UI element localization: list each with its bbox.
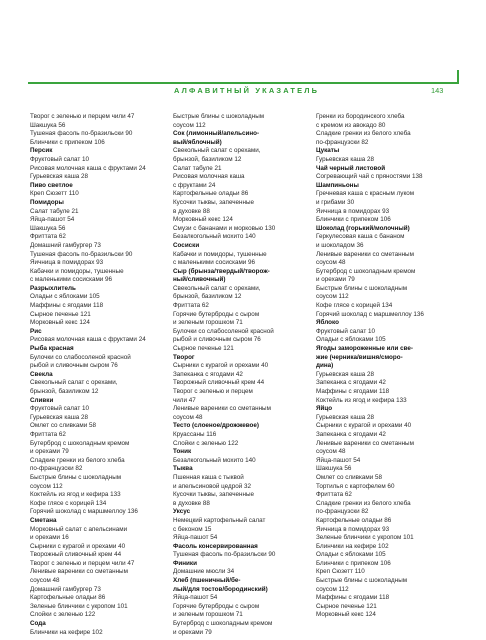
- index-entry: и апельсиновой цедрой 32: [173, 482, 251, 490]
- index-entry: Кабачки и помидоры, тушенные: [173, 250, 267, 258]
- index-entry: Тушеная фасоль по-бразильски 90: [173, 551, 276, 559]
- index-entry: с кремом из авокадо 80: [316, 121, 386, 129]
- index-entry: и грибами 30: [316, 198, 355, 206]
- index-entry: по-французски 82: [316, 138, 369, 146]
- index-entry: Оладьи с яблоками 105: [316, 551, 386, 559]
- index-entry: Блинчики с припеком 106: [30, 138, 105, 146]
- index-entry: Кабачки и помидоры, тушенные: [30, 267, 124, 275]
- index-entry: Быстрые блины с шоколадным: [316, 284, 408, 292]
- index-heading: Пиво светлое: [30, 181, 73, 189]
- index-entry: и орехами 79: [30, 448, 69, 456]
- index-entry: Безалкогольный мохито 140: [173, 233, 256, 241]
- index-entry: Творожный сливочный крем 44: [30, 551, 122, 559]
- index-entry: Фриттата 62: [30, 430, 66, 438]
- index-heading: Сметана: [30, 516, 57, 524]
- index-entry: Домашний гамбургер 73: [30, 241, 101, 249]
- index-column-1: [30, 113, 166, 637]
- index-entry: соусом 112: [316, 585, 349, 593]
- index-entry: Яйца-пашот 54: [173, 534, 218, 542]
- index-entry: Ленивые вареники со сметанным: [173, 405, 271, 413]
- index-entry: Геркулесовая каша с бананом: [316, 233, 405, 241]
- index-entry: Блинчики с припеком 106: [316, 216, 391, 224]
- index-entry: Морковный кекс 124: [173, 216, 233, 224]
- header-rule: [28, 82, 459, 84]
- index-entry: Бутерброд с шоколадным кремом: [30, 439, 130, 447]
- index-entry: Шакшука 56: [30, 224, 66, 232]
- index-entry: Горячий шоколад с маршмеллоу 136: [316, 310, 424, 318]
- index-heading: Уксус: [173, 508, 191, 516]
- index-heading: Персик: [30, 147, 53, 155]
- index-entry: соусом 48: [316, 259, 346, 267]
- index-entry: Яичница в помидорах 93: [30, 259, 104, 267]
- index-entry: Ленивые вареники со сметанным: [30, 568, 128, 576]
- index-entry: и орехами 79: [173, 628, 212, 636]
- index-entry: Быстрые блины с шоколадным: [30, 473, 122, 481]
- index-entry: соусом 48: [30, 577, 60, 585]
- index-entry: с маленькими сосисками 96: [173, 259, 256, 267]
- index-entry: Безалкогольный мохито 140: [173, 456, 256, 464]
- index-heading: Хлеб (пшеничный/бе-: [173, 577, 241, 585]
- index-entry: Ленивые вареники со сметанным: [316, 250, 414, 258]
- index-entry: Маффины с ягодами 118: [316, 594, 390, 602]
- index-entry: Оладьи с яблоками 105: [316, 336, 386, 344]
- index-heading: Помидоры: [30, 198, 64, 206]
- index-entry: рыбой и сливочным сыром 76: [30, 362, 118, 370]
- index-entry: Картофельные оладьи 86: [30, 594, 106, 602]
- index-entry: Блинчики с припеком 106: [316, 559, 391, 567]
- index-entry: с маленькими сосисками 96: [30, 276, 113, 284]
- index-heading: Финики: [173, 559, 197, 567]
- index-entry: Морковный кекс 124: [316, 611, 376, 619]
- index-entry: Тушеная фасоль по-бразильски 90: [30, 130, 133, 138]
- index-entry: Картофельные оладьи 86: [316, 516, 392, 524]
- index-entry: Гренки из бородинского хлеба: [316, 113, 405, 120]
- index-entry: Яичница в помидорах 93: [316, 207, 390, 215]
- index-entry: Сырники с курагой и орехами 40: [30, 542, 126, 550]
- index-heading: Ягоды замороженные или све-: [316, 345, 414, 353]
- index-entry: Гурьевская каша 28: [30, 413, 89, 421]
- index-entry: соусом 112: [173, 121, 206, 129]
- index-entry: Яичница в помидорах 93: [316, 525, 390, 533]
- index-heading: Яйцо: [316, 405, 333, 413]
- index-entry: Кусочки тыквы, запеченные: [173, 491, 255, 499]
- index-entry: Блинчики на кефире 102: [30, 628, 103, 636]
- index-entry: Кофе глясе с корицей 134: [316, 302, 393, 310]
- index-entry: Домашние мюсли 34: [173, 568, 235, 576]
- index-entry: рыбой и сливочным сыром 76: [173, 336, 261, 344]
- index-entry: и зеленым горошком 71: [173, 319, 243, 327]
- index-entry: по-французски 82: [30, 465, 83, 473]
- index-entry: Фруктовый салат 10: [30, 405, 89, 413]
- index-heading: Чай черный листовой: [316, 164, 386, 172]
- index-entry: Фруктовый салат 10: [30, 155, 89, 163]
- index-entry: Запеканка с ягодами 42: [316, 379, 386, 387]
- index-heading: Рыба красная: [30, 345, 74, 353]
- index-heading: лый/для тостов/бородинский): [173, 585, 268, 593]
- index-heading: Шампиньоны: [316, 181, 359, 189]
- index-entry: Оладьи с яблоками 105: [30, 293, 100, 301]
- index-entry: с беконом 15: [173, 525, 212, 533]
- index-heading: Сода: [30, 620, 46, 628]
- index-entry: Салат табуле 21: [30, 207, 79, 215]
- index-entry: Булочки со слабосоленой красной: [173, 327, 274, 335]
- index-heading: Тоник: [173, 448, 192, 456]
- index-heading: ный/сливочный): [173, 276, 226, 284]
- index-heading: Фасоль консервированная: [173, 542, 258, 550]
- index-entry: Быстрые блины с шоколадным: [316, 577, 408, 585]
- index-entry: Круассаны 116: [173, 430, 217, 438]
- page-title: АЛФАВИТНЫЙ УКАЗАТЕЛЬ: [174, 86, 320, 95]
- index-entry: Сырное печенье 121: [316, 602, 377, 610]
- index-entry: Креп Сюзетт 110: [316, 568, 365, 576]
- index-heading: Сосиски: [173, 241, 200, 249]
- index-entry: Гурьевская каша 28: [316, 413, 375, 421]
- index-entry: Гурьевская каша 28: [30, 173, 89, 181]
- index-entry: Рисовая молочная каша с фруктами 24: [30, 164, 146, 172]
- index-entry: Горячие бутерброды с сыром: [173, 602, 260, 610]
- index-entry: Фруктовый салат 10: [316, 327, 375, 335]
- index-entry: и орехами 79: [316, 276, 355, 284]
- index-entry: брынзой, базиликом 12: [30, 388, 99, 395]
- index-entry: Фриттата 62: [173, 302, 209, 310]
- index-entry: Слойки с зеленью 122: [30, 611, 96, 619]
- index-entry: Свекольный салат с орехами,: [173, 147, 261, 155]
- index-heading: Цукаты: [316, 147, 340, 155]
- index-entry: Фриттата 62: [316, 491, 352, 499]
- index-entry: Морковный кекс 124: [30, 319, 90, 327]
- index-entry: соусом 112: [30, 482, 63, 490]
- page-number: 143: [431, 86, 444, 95]
- index-heading: Сок (лимонный/апельсино-: [173, 130, 260, 138]
- index-entry: Сырное печенье 121: [30, 310, 91, 318]
- index-entry: Кофе глясе с корицей 134: [30, 499, 107, 507]
- index-entry: Сладкие гренки из белого хлеба: [316, 130, 411, 138]
- index-column-3: [316, 113, 456, 620]
- index-entry: Немецкий картофельный салат: [173, 516, 266, 524]
- index-entry: Запеканка с ягодами 42: [316, 430, 386, 438]
- index-heading: Сыр (брынза/твердый/творож-: [173, 267, 270, 275]
- index-heading: Тесто (слоеное/дрожжевое): [173, 422, 260, 430]
- index-entry: в духовке 88: [173, 499, 210, 507]
- index-entry: Гречневая каша с красным луком: [316, 190, 415, 198]
- index-entry: Творог с зеленью и перцем чили 47: [30, 559, 135, 567]
- index-entry: Горячий шоколад с маршмеллоу 136: [30, 508, 138, 516]
- index-entry: соусом 48: [316, 448, 346, 456]
- index-entry: и шоколадом 36: [316, 241, 364, 249]
- index-entry: Сырники с курагой и орехами 40: [173, 362, 269, 370]
- index-entry: Коктейль из ягод и кефира 133: [316, 396, 407, 404]
- index-entry: Маффины с ягодами 118: [316, 388, 390, 395]
- index-entry: и зеленым горошком 71: [173, 611, 243, 619]
- index-entry: Фриттата 62: [30, 233, 66, 241]
- index-entry: Коктейль из ягод и кефира 133: [30, 491, 121, 499]
- index-entry: Морковный салат с апельсинами: [30, 525, 128, 533]
- index-entry: Картофельные оладьи 86: [173, 190, 249, 198]
- index-entry: в духовке 88: [173, 207, 210, 215]
- index-entry: Домашний гамбургер 73: [30, 585, 101, 593]
- index-entry: Бутерброд с шоколадным кремом: [316, 267, 416, 275]
- index-entry: Творожный сливочный крем 44: [173, 379, 265, 387]
- index-entry: Маффины с ягодами 118: [30, 302, 104, 310]
- index-entry: Сладкие гренки из белого хлеба: [30, 456, 125, 464]
- index-heading: вый/яблочный): [173, 138, 222, 146]
- index-entry: Бутерброд с шоколадным кремом: [173, 620, 273, 628]
- index-entry: Тушеная фасоль по-бразильски 90: [30, 250, 133, 258]
- index-entry: Творог с зеленью и перцем: [173, 388, 253, 395]
- index-entry: соусом 112: [316, 293, 349, 301]
- index-entry: Сырное печенье 121: [173, 345, 234, 353]
- index-heading: Свекла: [30, 370, 53, 378]
- index-entry: Креп Сюзетт 110: [30, 190, 79, 198]
- index-entry: соусом 48: [173, 413, 203, 421]
- index-entry: Булочки со слабосоленой красной: [30, 353, 131, 361]
- index-entry: по-французски 82: [316, 508, 369, 516]
- index-entry: Зеленые блинчики с укропом 101: [30, 602, 128, 610]
- index-entry: Тортилья с картофелем 60: [316, 482, 395, 490]
- page-header: [0, 86, 486, 100]
- index-entry: Гурьевская каша 28: [316, 370, 375, 378]
- index-entry: Шакшука 56: [30, 121, 66, 129]
- index-entry: Яйца-пашот 54: [173, 594, 218, 602]
- index-entry: Омлет со сливками 58: [316, 473, 382, 481]
- index-heading: жие (черника/вишня/сморо-: [316, 353, 403, 361]
- index-heading: дина): [316, 362, 334, 370]
- header-rule-corner: [457, 70, 459, 84]
- index-entry: Салат табуле 21: [173, 164, 222, 172]
- index-entry: Слойки с зеленью 122: [173, 439, 239, 447]
- index-entry: Горячие бутерброды с сыром: [173, 310, 260, 318]
- index-entry: Свекольный салат с орехами,: [30, 379, 118, 387]
- index-entry: Сладкие гренки из белого хлеба: [316, 499, 411, 507]
- index-entry: Творог с зеленью и перцем чили 47: [30, 113, 135, 120]
- index-heading: Разрыхлитель: [30, 284, 76, 292]
- index-entry: брынзой, базиликом 12: [173, 155, 242, 163]
- index-entry: Свекольный салат с орехами,: [173, 284, 261, 292]
- index-entry: Смузи с бананами и морковью 130: [173, 224, 276, 232]
- index-heading: Яблоко: [316, 319, 339, 327]
- index-entry: Сырники с курагой и орехами 40: [316, 422, 412, 430]
- index-entry: Гурьевская каша 28: [316, 155, 375, 163]
- index-entry: Шакшука 56: [316, 465, 352, 473]
- index-entry: Яйца-пашот 54: [316, 456, 361, 464]
- index-heading: Сливки: [30, 396, 54, 404]
- index-heading: Рис: [30, 327, 42, 335]
- index-entry: Согревающий чай с пряностями 138: [316, 173, 423, 181]
- index-entry: брынзой, базиликом 12: [173, 293, 242, 301]
- index-heading: Тыква: [173, 465, 193, 473]
- index-entry: с фруктами 24: [173, 181, 216, 189]
- index-heading: Шоколад (горький/молочный): [316, 224, 410, 232]
- index-entry: Омлет со сливками 58: [30, 422, 96, 430]
- index-column-2: [173, 113, 309, 637]
- index-entry: Пшенная каша с тыквой: [173, 473, 244, 481]
- index-entry: Рисовая молочная каша с фруктами 24: [30, 336, 146, 344]
- index-entry: и орехами 16: [30, 534, 69, 542]
- index-entry: Зеленые блинчики с укропом 101: [316, 534, 414, 542]
- index-heading: Творог: [173, 353, 195, 361]
- index-entry: Ленивые вареники со сметанным: [316, 439, 414, 447]
- index-entry: Запеканка с ягодами 42: [173, 370, 243, 378]
- index-entry: Кусочки тыквы, запеченные: [173, 198, 255, 206]
- index-entry: Быстрые блины с шоколадным: [173, 113, 265, 120]
- index-entry: Яйца-пашот 54: [30, 216, 75, 224]
- index-entry: Рисовая молочная каша: [173, 173, 245, 181]
- index-entry: Блинчики на кефире 102: [316, 542, 389, 550]
- index-entry: чили 47: [173, 396, 196, 404]
